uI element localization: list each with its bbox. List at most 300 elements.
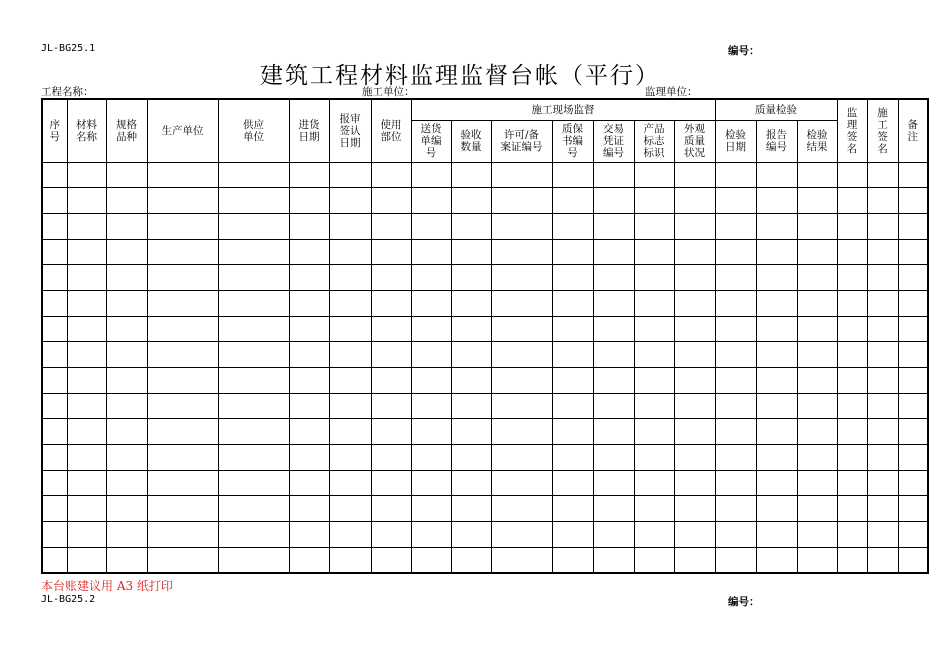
table-cell[interactable] [797,496,837,522]
table-cell[interactable] [867,162,898,188]
table-cell[interactable] [797,265,837,291]
table-cell[interactable] [329,368,371,394]
table-cell[interactable] [898,470,928,496]
table-cell[interactable] [898,419,928,445]
table-cell[interactable] [289,239,329,265]
table-cell[interactable] [756,496,797,522]
table-cell[interactable] [289,290,329,316]
table-cell[interactable] [491,368,552,394]
table-cell[interactable] [329,239,371,265]
table-cell[interactable] [147,547,218,573]
table-cell[interactable] [289,188,329,214]
table-cell[interactable] [451,522,491,548]
table-cell[interactable] [289,522,329,548]
table-cell[interactable] [715,393,756,419]
table-cell[interactable] [674,496,715,522]
table-cell[interactable] [837,393,867,419]
table-cell[interactable] [756,213,797,239]
table-cell[interactable] [867,419,898,445]
table-cell[interactable] [411,239,451,265]
table-cell[interactable] [218,419,289,445]
table-cell[interactable] [67,496,106,522]
table-cell[interactable] [491,419,552,445]
table-cell[interactable] [715,547,756,573]
table-cell[interactable] [593,188,634,214]
table-cell[interactable] [147,342,218,368]
table-cell[interactable] [715,368,756,394]
table-cell[interactable] [491,162,552,188]
table-cell[interactable] [552,547,593,573]
table-cell[interactable] [218,393,289,419]
table-cell[interactable] [593,290,634,316]
table-cell[interactable] [147,290,218,316]
table-cell[interactable] [42,316,67,342]
table-cell[interactable] [552,213,593,239]
table-cell[interactable] [147,445,218,471]
table-cell[interactable] [147,470,218,496]
table-cell[interactable] [837,265,867,291]
table-cell[interactable] [634,290,674,316]
table-cell[interactable] [67,445,106,471]
table-cell[interactable] [898,496,928,522]
table-cell[interactable] [593,316,634,342]
table-cell[interactable] [147,265,218,291]
table-cell[interactable] [797,419,837,445]
table-cell[interactable] [371,162,411,188]
table-cell[interactable] [106,316,147,342]
table-cell[interactable] [837,188,867,214]
table-cell[interactable] [867,496,898,522]
table-cell[interactable] [715,239,756,265]
table-cell[interactable] [411,522,451,548]
table-cell[interactable] [106,522,147,548]
table-cell[interactable] [371,368,411,394]
table-cell[interactable] [715,162,756,188]
table-cell[interactable] [289,470,329,496]
table-cell[interactable] [674,445,715,471]
table-cell[interactable] [218,239,289,265]
table-cell[interactable] [674,368,715,394]
table-cell[interactable] [867,522,898,548]
table-cell[interactable] [42,188,67,214]
table-cell[interactable] [867,470,898,496]
table-cell[interactable] [634,239,674,265]
table-cell[interactable] [552,188,593,214]
table-cell[interactable] [42,393,67,419]
table-cell[interactable] [42,265,67,291]
table-cell[interactable] [552,470,593,496]
table-cell[interactable] [634,188,674,214]
table-cell[interactable] [67,393,106,419]
table-cell[interactable] [451,470,491,496]
table-cell[interactable] [797,522,837,548]
table-cell[interactable] [898,393,928,419]
table-cell[interactable] [634,445,674,471]
table-cell[interactable] [756,162,797,188]
table-cell[interactable] [451,419,491,445]
table-cell[interactable] [867,290,898,316]
table-cell[interactable] [67,239,106,265]
table-cell[interactable] [593,445,634,471]
table-cell[interactable] [411,162,451,188]
table-cell[interactable] [67,342,106,368]
table-cell[interactable] [593,470,634,496]
table-cell[interactable] [715,342,756,368]
table-cell[interactable] [593,213,634,239]
table-cell[interactable] [411,547,451,573]
table-cell[interactable] [451,162,491,188]
table-cell[interactable] [756,393,797,419]
table-cell[interactable] [106,496,147,522]
table-cell[interactable] [371,547,411,573]
table-cell[interactable] [552,316,593,342]
table-cell[interactable] [797,316,837,342]
table-cell[interactable] [106,290,147,316]
table-cell[interactable] [371,265,411,291]
table-cell[interactable] [797,290,837,316]
table-cell[interactable] [867,342,898,368]
table-cell[interactable] [593,265,634,291]
table-cell[interactable] [451,213,491,239]
table-cell[interactable] [491,445,552,471]
table-cell[interactable] [67,470,106,496]
table-cell[interactable] [411,290,451,316]
table-cell[interactable] [106,213,147,239]
table-cell[interactable] [634,342,674,368]
table-cell[interactable] [491,496,552,522]
table-cell[interactable] [674,162,715,188]
table-cell[interactable] [867,213,898,239]
table-cell[interactable] [147,162,218,188]
table-cell[interactable] [411,188,451,214]
table-cell[interactable] [329,188,371,214]
table-cell[interactable] [898,368,928,394]
table-cell[interactable] [756,419,797,445]
table-cell[interactable] [756,265,797,291]
table-cell[interactable] [106,445,147,471]
table-cell[interactable] [329,290,371,316]
table-cell[interactable] [371,470,411,496]
table-cell[interactable] [756,547,797,573]
table-cell[interactable] [634,419,674,445]
table-cell[interactable] [42,290,67,316]
table-cell[interactable] [218,213,289,239]
table-cell[interactable] [491,393,552,419]
table-cell[interactable] [218,445,289,471]
table-cell[interactable] [837,470,867,496]
table-cell[interactable] [147,188,218,214]
table-cell[interactable] [715,290,756,316]
table-cell[interactable] [106,188,147,214]
table-cell[interactable] [593,547,634,573]
table-cell[interactable] [867,368,898,394]
table-cell[interactable] [329,213,371,239]
table-cell[interactable] [451,188,491,214]
table-cell[interactable] [147,393,218,419]
table-cell[interactable] [371,419,411,445]
table-cell[interactable] [797,470,837,496]
table-cell[interactable] [218,188,289,214]
table-cell[interactable] [797,213,837,239]
table-cell[interactable] [867,188,898,214]
table-cell[interactable] [634,162,674,188]
table-cell[interactable] [218,522,289,548]
table-cell[interactable] [106,342,147,368]
table-cell[interactable] [371,342,411,368]
table-cell[interactable] [451,265,491,291]
table-cell[interactable] [289,162,329,188]
table-cell[interactable] [491,239,552,265]
table-cell[interactable] [67,419,106,445]
table-cell[interactable] [411,419,451,445]
table-cell[interactable] [715,496,756,522]
table-cell[interactable] [42,368,67,394]
table-cell[interactable] [593,162,634,188]
table-cell[interactable] [106,265,147,291]
table-cell[interactable] [218,496,289,522]
table-cell[interactable] [797,368,837,394]
table-cell[interactable] [42,470,67,496]
table-cell[interactable] [756,239,797,265]
table-cell[interactable] [593,496,634,522]
table-cell[interactable] [837,316,867,342]
table-cell[interactable] [289,342,329,368]
table-cell[interactable] [67,213,106,239]
table-cell[interactable] [451,316,491,342]
table-cell[interactable] [329,316,371,342]
table-cell[interactable] [674,547,715,573]
table-cell[interactable] [634,547,674,573]
table-cell[interactable] [147,368,218,394]
table-cell[interactable] [552,265,593,291]
table-cell[interactable] [218,470,289,496]
table-cell[interactable] [42,162,67,188]
table-cell[interactable] [491,547,552,573]
table-cell[interactable] [867,265,898,291]
table-cell[interactable] [634,265,674,291]
table-cell[interactable] [797,239,837,265]
table-cell[interactable] [67,522,106,548]
table-cell[interactable] [674,188,715,214]
table-cell[interactable] [674,213,715,239]
table-cell[interactable] [451,239,491,265]
table-cell[interactable] [552,290,593,316]
table-cell[interactable] [147,419,218,445]
table-cell[interactable] [42,419,67,445]
table-cell[interactable] [411,342,451,368]
table-cell[interactable] [371,188,411,214]
table-cell[interactable] [867,445,898,471]
table-cell[interactable] [593,342,634,368]
table-cell[interactable] [674,239,715,265]
table-cell[interactable] [42,213,67,239]
table-cell[interactable] [867,316,898,342]
table-cell[interactable] [42,342,67,368]
table-cell[interactable] [756,522,797,548]
table-cell[interactable] [106,393,147,419]
table-cell[interactable] [451,547,491,573]
table-cell[interactable] [329,470,371,496]
table-cell[interactable] [491,265,552,291]
table-cell[interactable] [898,265,928,291]
table-cell[interactable] [289,419,329,445]
table-cell[interactable] [329,522,371,548]
table-cell[interactable] [451,393,491,419]
table-cell[interactable] [147,522,218,548]
table-cell[interactable] [289,496,329,522]
table-cell[interactable] [67,290,106,316]
table-cell[interactable] [329,162,371,188]
table-cell[interactable] [371,496,411,522]
table-cell[interactable] [106,419,147,445]
table-cell[interactable] [371,445,411,471]
table-cell[interactable] [552,239,593,265]
table-cell[interactable] [67,547,106,573]
table-cell[interactable] [552,162,593,188]
table-cell[interactable] [898,188,928,214]
table-cell[interactable] [411,496,451,522]
table-cell[interactable] [289,393,329,419]
table-cell[interactable] [634,213,674,239]
table-cell[interactable] [371,213,411,239]
table-cell[interactable] [218,162,289,188]
table-cell[interactable] [491,316,552,342]
table-cell[interactable] [797,393,837,419]
table-cell[interactable] [491,290,552,316]
table-cell[interactable] [411,368,451,394]
table-cell[interactable] [837,547,867,573]
table-cell[interactable] [411,393,451,419]
table-cell[interactable] [411,213,451,239]
table-cell[interactable] [756,445,797,471]
table-cell[interactable] [837,162,867,188]
table-cell[interactable] [289,445,329,471]
table-cell[interactable] [329,496,371,522]
table-cell[interactable] [756,368,797,394]
table-cell[interactable] [593,393,634,419]
table-cell[interactable] [837,213,867,239]
table-cell[interactable] [593,522,634,548]
table-cell[interactable] [593,368,634,394]
table-cell[interactable] [106,368,147,394]
table-cell[interactable] [898,213,928,239]
table-cell[interactable] [634,470,674,496]
table-cell[interactable] [491,522,552,548]
table-cell[interactable] [218,316,289,342]
table-cell[interactable] [147,316,218,342]
table-cell[interactable] [898,290,928,316]
table-cell[interactable] [634,393,674,419]
table-cell[interactable] [715,213,756,239]
table-cell[interactable] [837,290,867,316]
table-cell[interactable] [289,368,329,394]
table-cell[interactable] [837,368,867,394]
table-cell[interactable] [67,316,106,342]
table-cell[interactable] [715,419,756,445]
table-cell[interactable] [715,316,756,342]
table-cell[interactable] [451,445,491,471]
table-cell[interactable] [67,265,106,291]
table-cell[interactable] [329,419,371,445]
table-cell[interactable] [674,470,715,496]
table-cell[interactable] [491,213,552,239]
table-cell[interactable] [674,393,715,419]
table-cell[interactable] [674,265,715,291]
table-cell[interactable] [371,316,411,342]
table-cell[interactable] [715,470,756,496]
table-cell[interactable] [756,290,797,316]
table-cell[interactable] [674,419,715,445]
table-cell[interactable] [837,342,867,368]
table-cell[interactable] [289,547,329,573]
table-cell[interactable] [756,316,797,342]
table-cell[interactable] [898,162,928,188]
table-cell[interactable] [67,188,106,214]
table-cell[interactable] [634,368,674,394]
table-cell[interactable] [715,265,756,291]
table-cell[interactable] [715,522,756,548]
table-cell[interactable] [218,547,289,573]
table-cell[interactable] [674,316,715,342]
table-cell[interactable] [867,547,898,573]
table-cell[interactable] [411,265,451,291]
table-cell[interactable] [371,522,411,548]
table-cell[interactable] [756,470,797,496]
table-cell[interactable] [329,445,371,471]
table-cell[interactable] [451,496,491,522]
table-cell[interactable] [797,342,837,368]
table-cell[interactable] [797,445,837,471]
table-cell[interactable] [371,239,411,265]
table-cell[interactable] [106,162,147,188]
table-cell[interactable] [451,290,491,316]
table-cell[interactable] [715,188,756,214]
table-cell[interactable] [552,393,593,419]
table-cell[interactable] [42,547,67,573]
table-cell[interactable] [329,547,371,573]
table-cell[interactable] [867,393,898,419]
table-cell[interactable] [552,445,593,471]
table-cell[interactable] [837,239,867,265]
table-cell[interactable] [147,496,218,522]
table-cell[interactable] [491,342,552,368]
table-cell[interactable] [797,188,837,214]
table-cell[interactable] [867,239,898,265]
table-cell[interactable] [837,419,867,445]
table-cell[interactable] [552,368,593,394]
table-cell[interactable] [42,239,67,265]
table-cell[interactable] [329,265,371,291]
table-cell[interactable] [218,342,289,368]
table-cell[interactable] [411,445,451,471]
table-cell[interactable] [552,419,593,445]
table-cell[interactable] [491,188,552,214]
table-cell[interactable] [371,290,411,316]
table-cell[interactable] [634,522,674,548]
table-cell[interactable] [289,316,329,342]
table-cell[interactable] [67,162,106,188]
table-cell[interactable] [552,496,593,522]
table-cell[interactable] [552,342,593,368]
table-cell[interactable] [552,522,593,548]
table-cell[interactable] [898,522,928,548]
table-cell[interactable] [42,445,67,471]
table-cell[interactable] [289,265,329,291]
table-cell[interactable] [674,522,715,548]
table-cell[interactable] [67,368,106,394]
table-cell[interactable] [898,342,928,368]
table-cell[interactable] [329,342,371,368]
